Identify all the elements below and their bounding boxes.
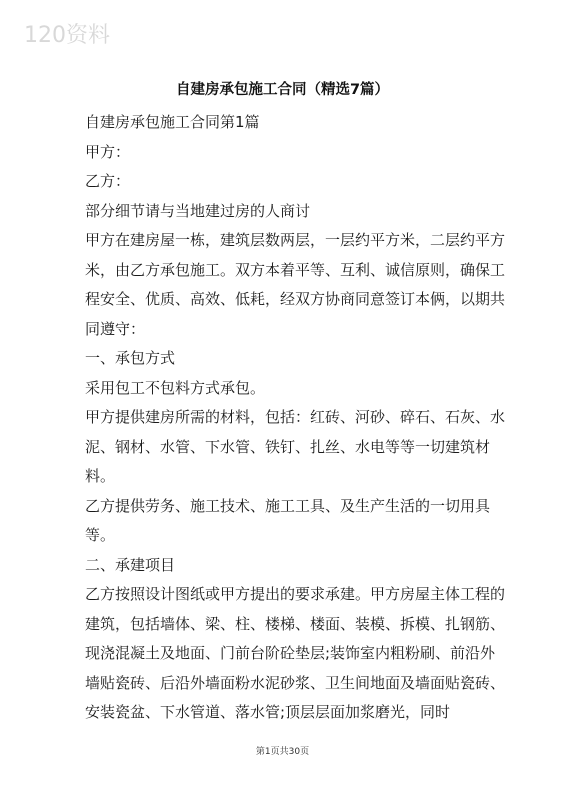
document-body (85, 108, 505, 728)
document-title: 自建房承包施工合同（精选7篇） (175, 82, 390, 98)
body-paragraph: 采用包工不包料方式承包。 (85, 378, 266, 397)
body-paragraph: 乙方提供劳务、施工技术、施工工具、及生产生活的一切用具等。 (85, 496, 491, 544)
body-paragraph: 甲方在建房屋一栋，建筑层数两层，一层约平方米，二层约平方米，由乙方承包施工。双方本着平等、互利、诚信原则，确保工程安全、优质、高效、低耗，经双方协商同意签订本俩，以期共同遵守： (85, 231, 506, 338)
party-b-line: 乙方： (85, 172, 131, 190)
section-heading: 自建房承包施工合同第1篇 (85, 113, 260, 131)
body-paragraph: 部分细节请与当地建过房的人商讨 (85, 201, 311, 220)
body-paragraph: 乙方按照设计图纸或甲方提出的要求承建。甲方房屋主体工程的建筑，包括墙体、梁、柱、楼梯、楼面、装模、拆模、扎钢筋、现浇混凝土及地面、门前台阶砼垫层;装饰室内粗粉刷、前沿外墙贴瓷砖、后沿外墙面粉水泥砂浆、卫生间地面及墙面贴瓷砖、安装瓷盆、下水管道、落水管;顶层层面加浆磨光，同时 (85, 585, 506, 721)
body-paragraph: 甲方提供建房所需的材料，包括：红砖、河砂、碎石、石灰、水泥、钢材、水管、下水管、铁钉、扎丝、水电等等一切建筑材料。 (85, 408, 506, 485)
page-footer: 第1页共30页 (255, 747, 310, 757)
clause-heading: 一、承包方式 (85, 349, 176, 367)
clause-heading: 二、承建项目 (85, 555, 176, 574)
party-a-line: 甲方： (85, 142, 131, 161)
watermark-logo: 120资料 (24, 23, 110, 48)
